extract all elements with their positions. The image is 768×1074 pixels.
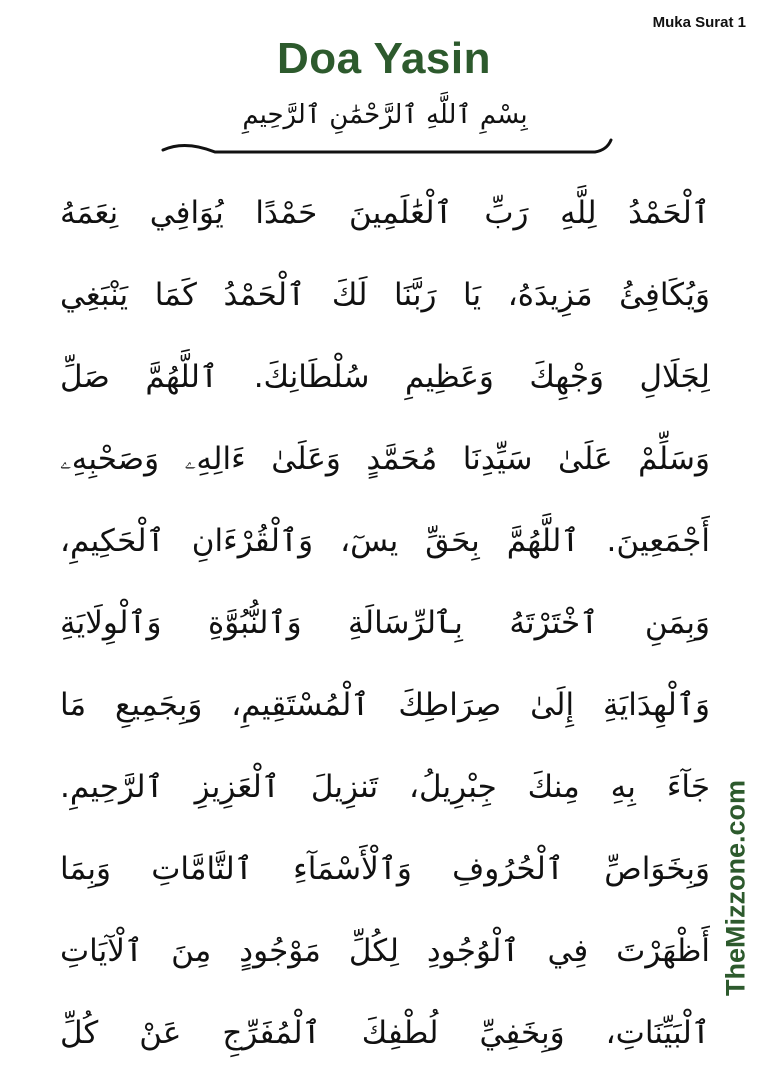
page-title: Doa Yasin xyxy=(276,34,491,83)
prayer-line: لِجَلَالِ وَجْهِكَ وَعَظِيمِ سُلْطَانِكَ. ٱللَّهُمَّ صَلِّ xyxy=(60,359,710,395)
prayer-line: ٱلْبَيِّنَاتِ، وَبِخَفِيِّ لُطْفِكَ ٱلْمُفَرِّجِ عَنْ كُلِّ xyxy=(60,1015,710,1051)
prayer-text-body xyxy=(60,172,710,1074)
prayer-line: ٱلْحَمْدُ لِلَّهِ رَبِّ ٱلْعَٰلَمِينَ حَمْدًا يُوَافِي نِعَمَهُ xyxy=(60,195,710,231)
prayer-line: وَسَلِّمْ عَلَىٰ سَيِّدِنَا مُحَمَّدٍ وَعَلَىٰ ءَالِهِۦ وَصَحْبِهِۦ xyxy=(60,441,710,477)
basmala-text: بِسْمِ ٱللَّهِ ٱلرَّحْمَٰنِ ٱلرَّحِيمِ xyxy=(242,100,528,130)
prayer-line: جَآءَ بِهِ مِنكَ جِبْرِيلُ، تَنزِيلَ ٱلْعَزِيزِ ٱلرَّحِيمِ. xyxy=(60,769,710,805)
prayer-line: وَٱلْهِدَايَةِ إِلَىٰ صِرَاطِكَ ٱلْمُسْتَقِيمِ، وَبِجَمِيعِ مَا xyxy=(60,687,710,723)
prayer-line: وَبِخَوَاصِّ ٱلْحُرُوفِ وَٱلْأَسْمَآءِ ٱلتَّامَّاتِ وَبِمَا xyxy=(60,851,710,887)
prayer-line: وَيُكَافِئُ مَزِيدَهُ، يَا رَبَّنَا لَكَ ٱلْحَمْدُ كَمَا يَنْبَغِي xyxy=(60,277,710,313)
site-watermark xyxy=(710,778,762,998)
prayer-line: أَظْهَرْتَ فِي ٱلْوُجُودِ لِكُلِّ مَوْجُودٍ مِنَ ٱلْآيَاتِ xyxy=(60,933,710,969)
basmala-calligraphy xyxy=(155,100,615,170)
watermark-text: TheMizzone.com xyxy=(720,779,751,997)
prayer-line: أَجْمَعِينَ. ٱللَّهُمَّ بِحَقِّ يسٓ، وَٱلْقُرْءَانِ ٱلْحَكِيمِ، xyxy=(60,523,710,559)
page-number-label: Muka Surat 1 xyxy=(652,14,746,31)
prayer-line: وَبِمَنِ ٱخْتَرْتَهُ بِٱلرِّسَالَةِ وَٱلنُّبُوَّةِ وَٱلْوِلَايَةِ xyxy=(60,605,710,641)
